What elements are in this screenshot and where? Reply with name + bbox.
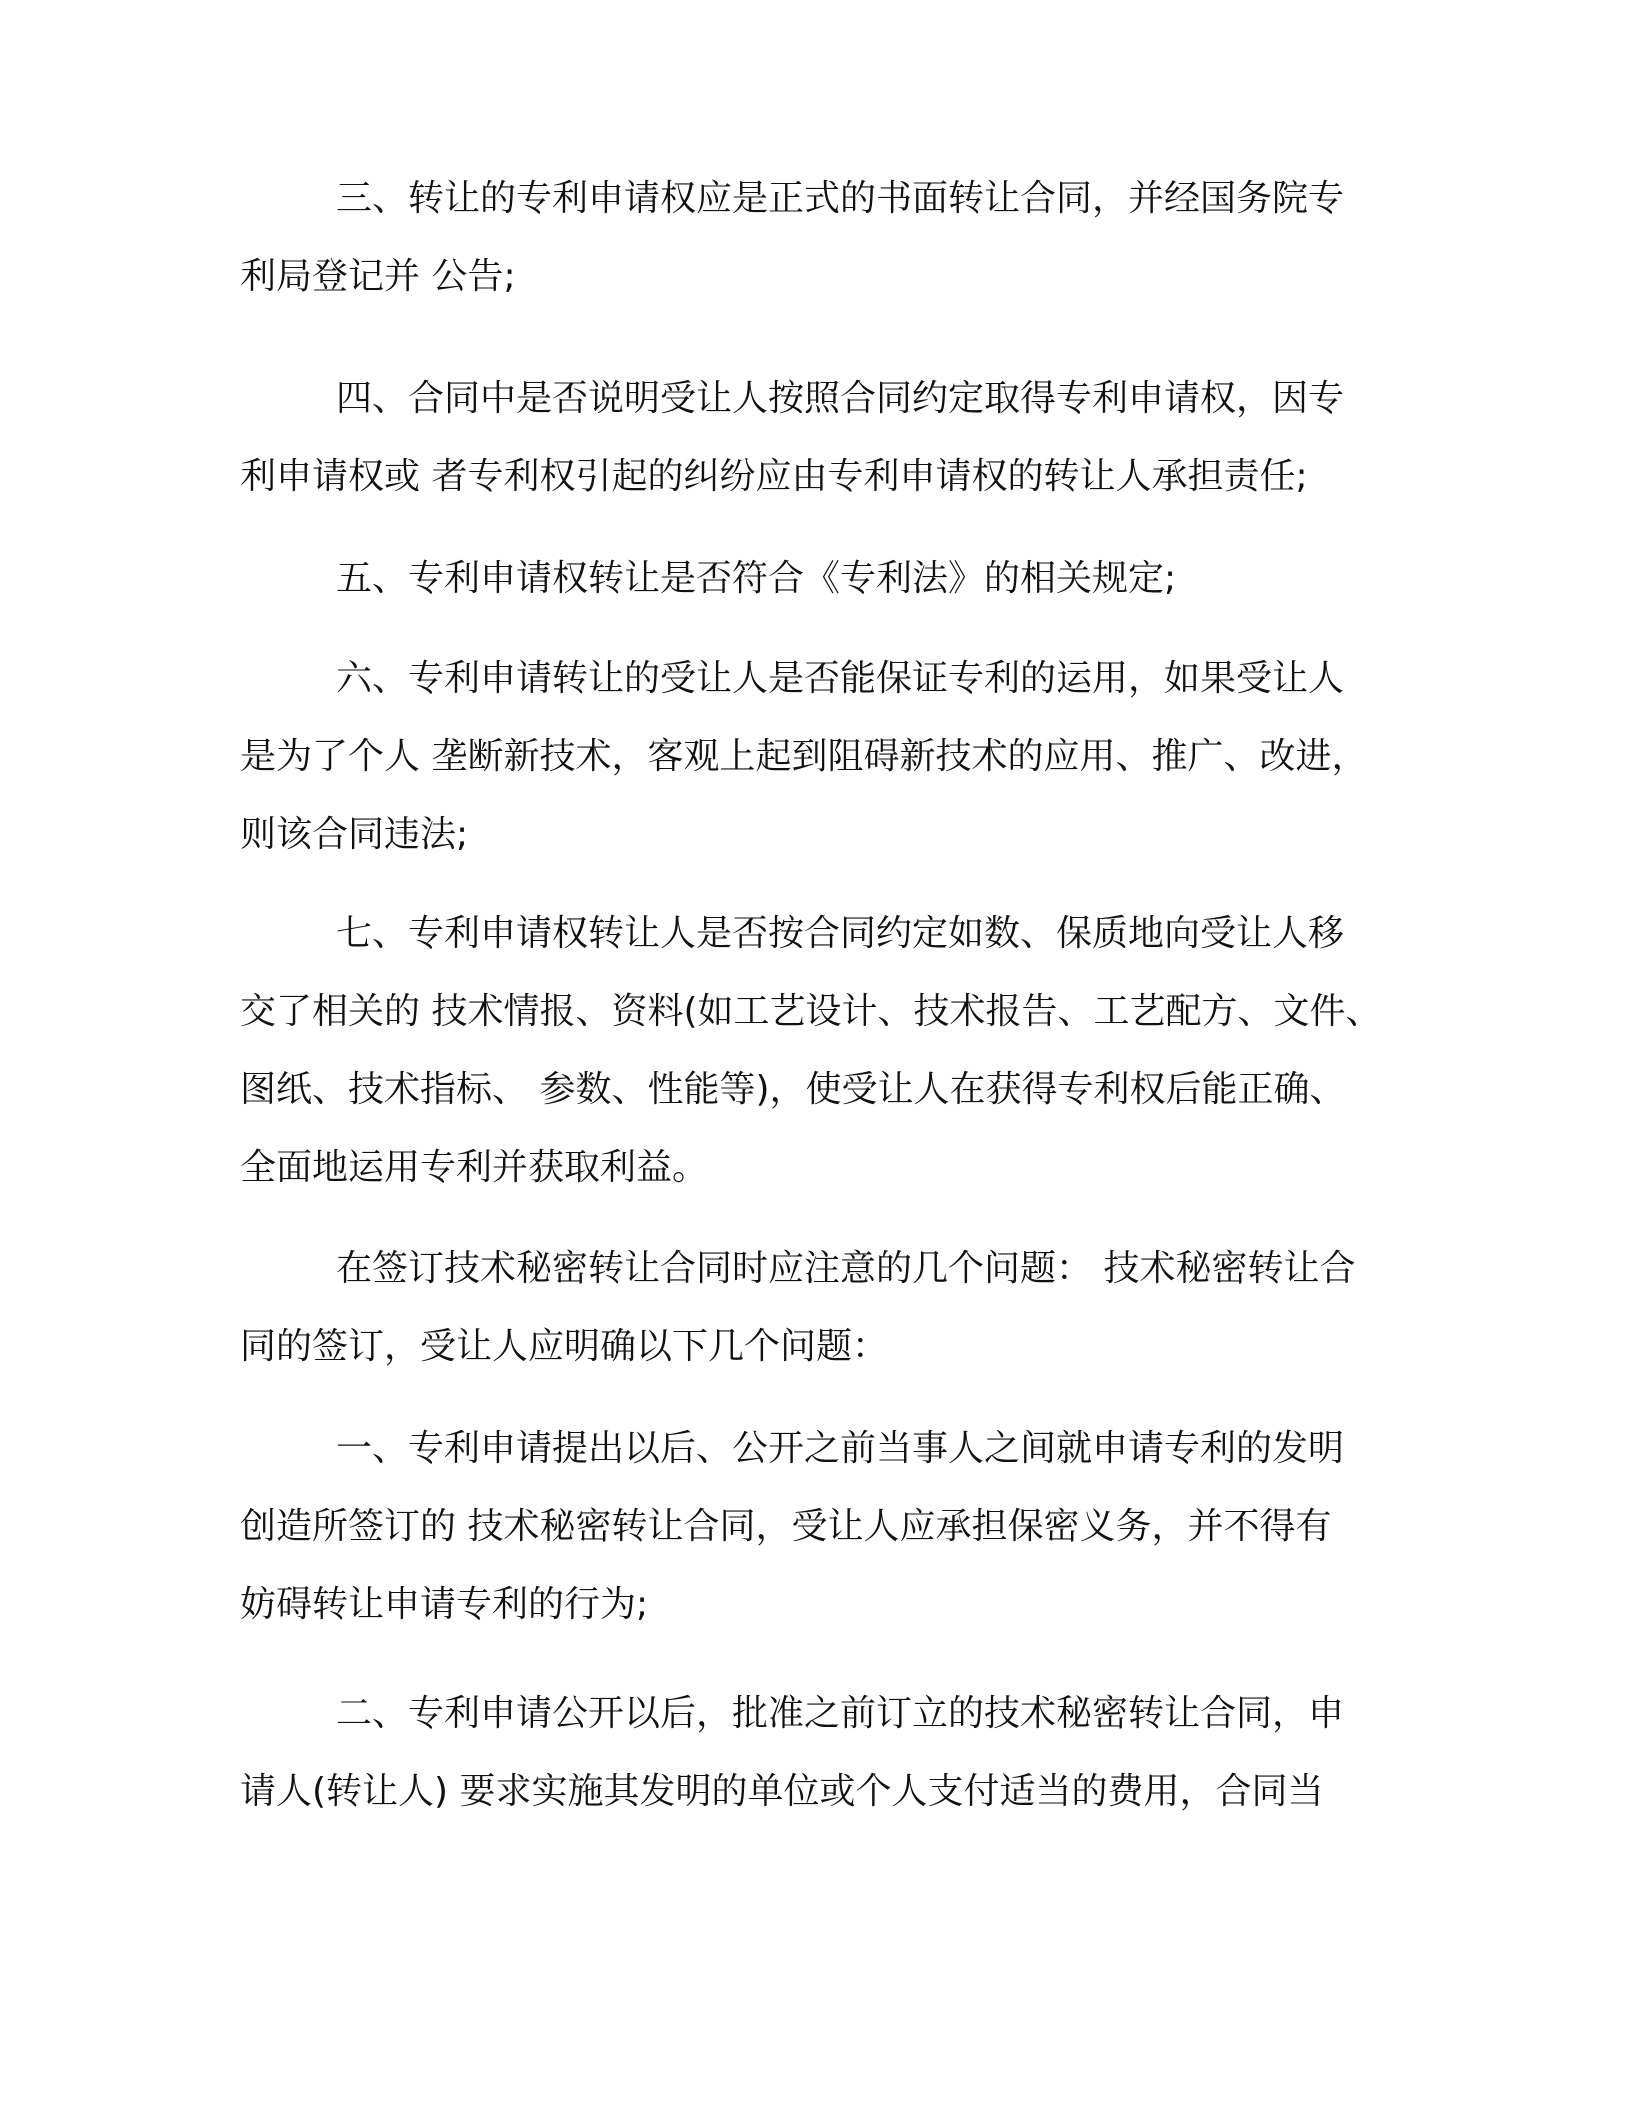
paragraph-line: 同的签订，受让人应明确以下几个问题：	[240, 1326, 889, 1367]
paragraph-line: 在签订技术秘密转让合同时应注意的几个问题： 技术秘密转让合	[336, 1248, 1356, 1289]
paragraph-line: 交了相关的 技术情报、资料(如工艺设计、技术报告、工艺配方、文件、	[240, 991, 1382, 1032]
paragraph-line: 一、专利申请提出以后、公开之前当事人之间就申请专利的发明	[336, 1428, 1345, 1469]
paragraph-2	[240, 1675, 1400, 1831]
paragraph-line: 四、合同中是否说明受让人按照合同约定取得专利申请权，因专	[336, 378, 1345, 419]
paragraph-line: 二、专利申请公开以后，批准之前订立的技术秘密转让合同，申	[336, 1693, 1345, 1734]
paragraph-line: 七、专利申请权转让人是否按合同约定如数、保质地向受让人移	[336, 913, 1345, 954]
paragraph-line: 是为了个人 垄断新技术，客观上起到阻碍新技术的应用、推广、改进，	[240, 736, 1368, 777]
paragraph-6	[240, 640, 1400, 874]
paragraph-line: 全面地运用专利并获取利益。	[240, 1147, 709, 1188]
paragraph-4	[240, 360, 1400, 516]
paragraph-3	[240, 160, 1400, 316]
paragraph-tech-secret-intro	[240, 1230, 1400, 1386]
paragraph-line: 则该合同违法;	[240, 814, 469, 855]
paragraph-line: 五、专利申请权转让是否符合《专利法》的相关规定;	[336, 558, 1177, 599]
paragraph-5	[240, 540, 1400, 618]
paragraph-line: 创造所签订的 技术秘密转让合同，受让人应承担保密义务，并不得有	[240, 1506, 1332, 1547]
paragraph-line: 图纸、技术指标、 参数、性能等)，使受让人在获得专利权后能正确、	[240, 1069, 1346, 1110]
paragraph-1	[240, 1410, 1400, 1644]
paragraph-line: 利局登记并 公告;	[240, 256, 516, 297]
paragraph-line: 请人(转让人) 要求实施其发明的单位或个人支付适当的费用，合同当	[240, 1771, 1324, 1812]
paragraph-line: 六、专利申请转让的受让人是否能保证专利的运用，如果受让人	[336, 658, 1345, 699]
paragraph-line: 三、转让的专利申请权应是正式的书面转让合同，并经国务院专	[336, 178, 1345, 219]
paragraph-line: 妨碍转让申请专利的行为;	[240, 1584, 649, 1625]
paragraph-line: 利申请权或 者专利权引起的纠纷应由专利申请权的转让人承担责任;	[240, 456, 1308, 497]
paragraph-7	[240, 895, 1400, 1207]
